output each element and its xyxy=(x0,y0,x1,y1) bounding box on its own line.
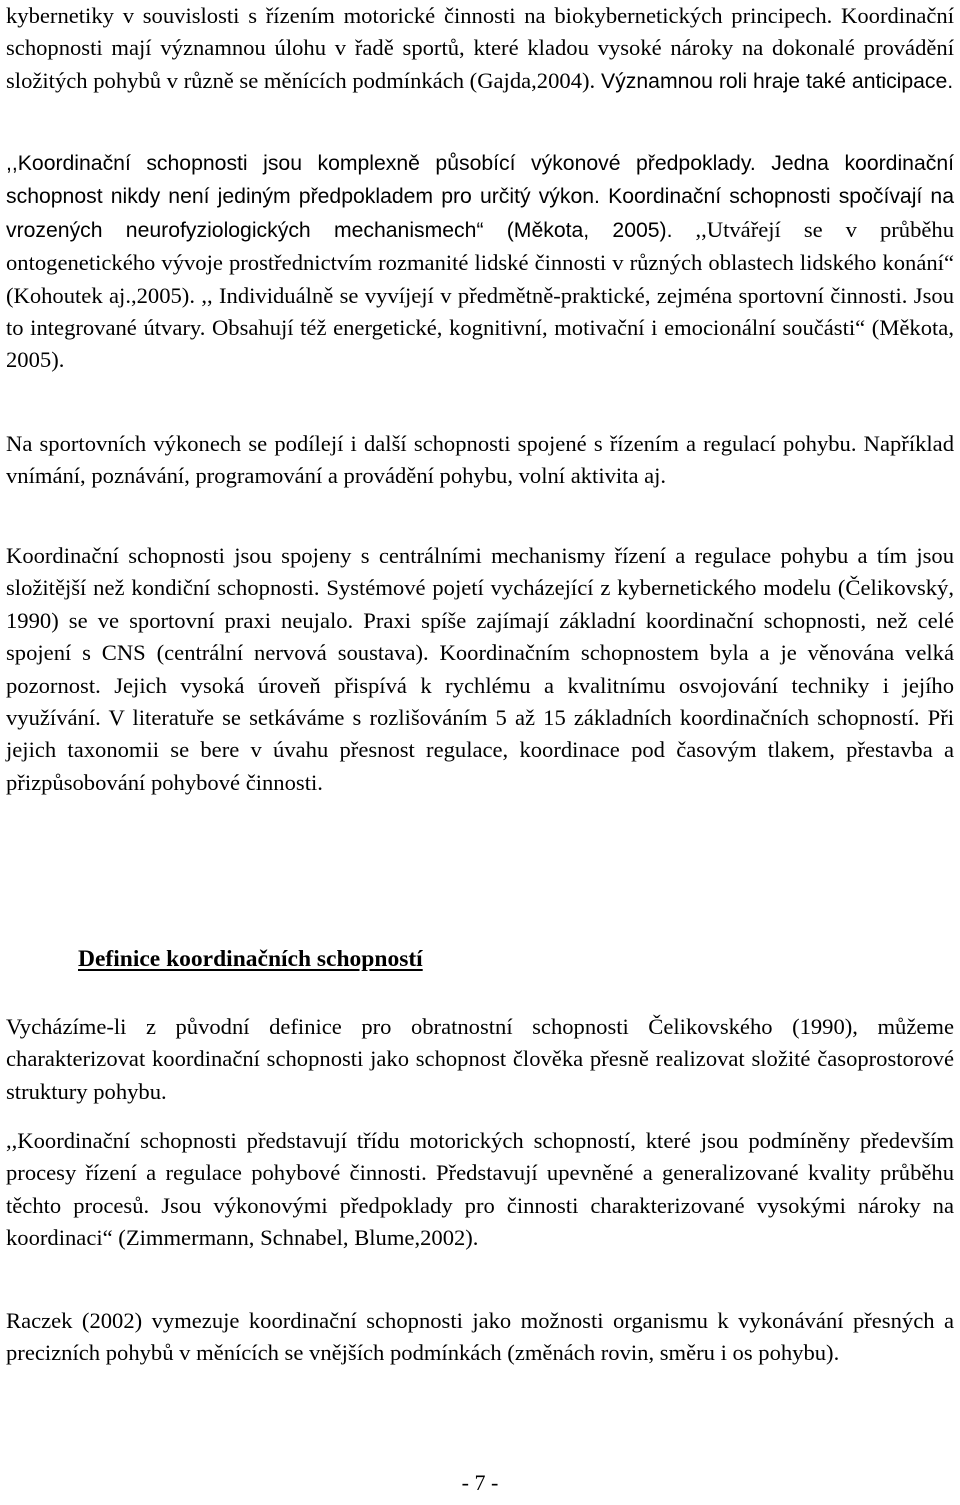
page-number: - 7 - xyxy=(461,1470,499,1495)
paragraph-2-sans-run: ,,Koordinační schopnosti jsou komplexně působící výkonové předpoklady. Jedna koordinační schopnost nikdy není jediným předpokladem pro určitý výkon. Koordinační schopnosti spočívají na vrozených neurofyziologických mechanismech“ (Měkota, 2005). xyxy=(6,152,954,242)
section-heading: Definice koordinačních schopností xyxy=(78,946,423,972)
paragraph-2-serif-run: ,,Utvářejí se v průběhu ontogenetického vývoje prostřednictvím rozmanité lidské činnosti v různých oblastech lidského konání“ (Kohoutek aj.,2005). ,, Individuálně se vyvíjejí v předmětně-praktické, zejména sportovní činnosti. Jsou to integrované útvary. Obsahují též energetické, kognitivní, motivační i emocionální součásti“ (Měkota, 2005). xyxy=(6,216,954,373)
paragraph-1-serif-run: kybernetiky v souvislosti s řízením motorické činnosti na biokybernetických principech. Koordinační schopnosti mají významnou úlohu v řadě sportů, které kladou vysoké nároky na dokonalé provádění složitých pohybů v různě se měnících podmínkách (Gajda,2004). xyxy=(6,3,954,93)
paragraph-1 xyxy=(6,0,954,98)
paragraph-4: Koordinační schopnosti jsou spojeny s centrálními mechanismy řízení a regulace pohybu a tím jsou složitější než kondiční schopnosti. Systémové pojetí vycházející z kybernetického modelu (Čelikovský, 1990) se ve sportovní praxi neujalo. Praxi spíše zajímají základní koordinační schopnosti, než celé spojení s CNS (centrální nervová soustava). Koordinačním schopnostem byla a je věnována velká pozornost. Jejich vysoká úroveň přispívá k rychlému a kvalitnímu osvojování techniky i jejího využívání. V literatuře se setkáváme s rozlišováním 5 až 15 základních koordinačních schopností. Při jejich taxonomii se bere v úvahu přesnost regulace, koordinace pod časovým tlakem, přestavba a přizpůsobování pohybové činnosti. xyxy=(6,543,954,795)
paragraph-6: ,,Koordinační schopnosti představují třídu motorických schopností, které jsou podmíněny především procesy řízení a regulace pohybové činnosti. Představují upevněné a generalizované kvality průběhu těchto procesů. Jsou výkonovými předpoklady pro činnosti charakterizované vysokými nároky na koordinaci“ (Zimmermann, Schnabel, Blume,2002). xyxy=(6,1128,954,1251)
paragraph-2 xyxy=(6,147,954,377)
paragraph-5: Vycházíme-li z původní definice pro obratnostní schopnosti Čelikovského (1990), můžeme charakterizovat koordinační schopnosti jako schopnost člověka přesně realizovat složité časoprostorové struktury pohybu. xyxy=(6,1014,954,1104)
paragraph-7: Raczek (2002) vymezuje koordinační schopnosti jako možnosti organismu k vykonávání přesných a precizních pohybů v měnících se vnějších podmínkách (změnách rovin, směru i os pohybu). xyxy=(6,1308,954,1366)
paragraph-3: Na sportovních výkonech se podílejí i další schopnosti spojené s řízením a regulací pohybu. Například vnímání, poznávání, programování a provádění pohybu, volní aktivita aj. xyxy=(6,431,954,489)
paragraph-1-sans-run: Významnou roli hraje také anticipace. xyxy=(595,69,954,93)
